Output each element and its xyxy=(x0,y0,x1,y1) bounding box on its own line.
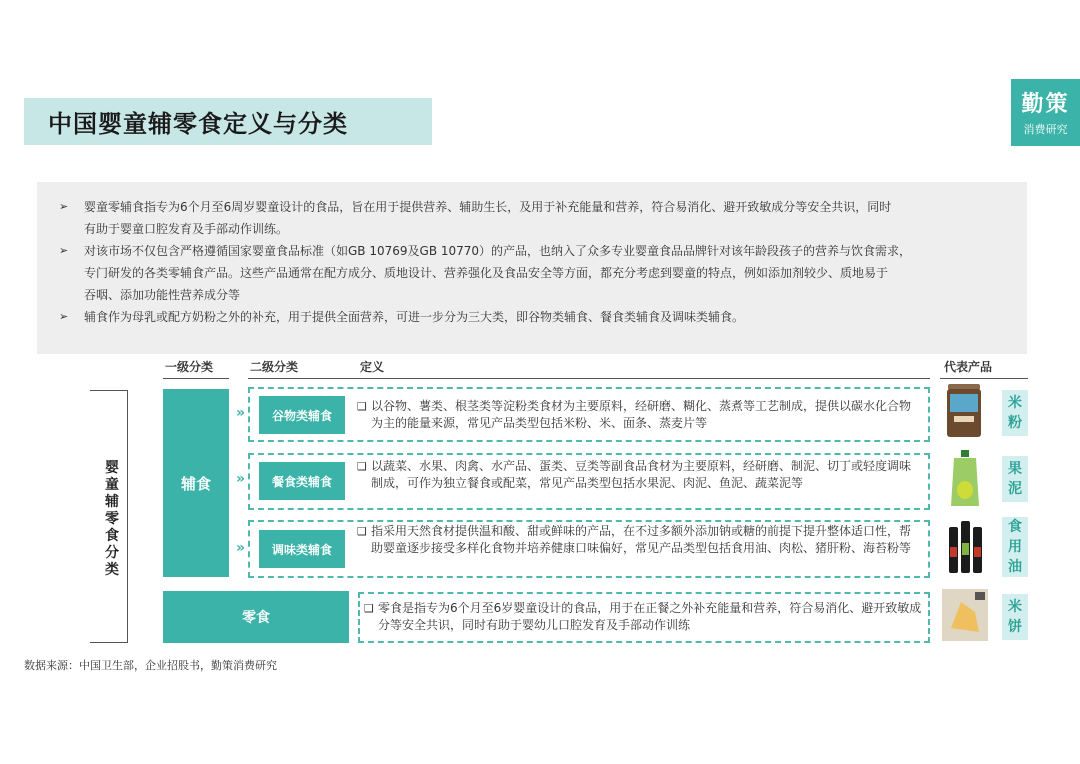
fruit-puree-pouch-image xyxy=(948,450,982,508)
level1-fushi: 辅食 xyxy=(163,389,229,577)
arrow-bullet-icon: ➢ xyxy=(59,200,69,213)
header-underline xyxy=(163,378,229,379)
product-label-rice-cereal: 米 粉 xyxy=(1002,390,1028,436)
intro-line: 对该市场不仅包含严格遵循国家婴童食品标准（如GB 10769及GB 10770）的产品，也纳入了众多专业婴童食品品牌针对该年龄段孩子的营养与饮食需求， xyxy=(84,244,912,258)
header-product: 代表产品 xyxy=(944,360,993,374)
intro-item xyxy=(59,196,1007,240)
header-underline xyxy=(940,378,1028,379)
rice-cereal-can-image xyxy=(944,382,984,440)
intro-line: 专门研发的各类零辅食产品。这些产品通常在配方成分、质地设计、营养强化及食品安全等方面，都充分考虑到婴童的特点，例如添加剂较少、质地易于 xyxy=(84,266,889,280)
chevron-right-icon: » xyxy=(236,405,246,421)
data-source: 数据来源：中国卫生部，企业招股书，勤策消费研究 xyxy=(24,659,277,672)
intro-panel xyxy=(37,182,1027,354)
checkbox-bullet-icon: ❑ xyxy=(357,460,367,473)
brand-logo xyxy=(1011,79,1080,146)
header-level1: 一级分类 xyxy=(165,360,214,374)
intro-item xyxy=(59,240,1007,306)
header-underline xyxy=(248,378,930,379)
arrow-bullet-icon: ➢ xyxy=(59,310,69,323)
intro-line: 吞咽、添加功能性营养成分等 xyxy=(84,288,241,302)
product-label-fruit-puree: 果 泥 xyxy=(1002,456,1028,502)
definition-grain: ❑ 以谷物、薯类、根茎类等淀粉类食材为主要原料，经研磨、糊化、蒸煮等工艺制成，提供以碳水化合物为主的能量来源，常见产品类型包括米粉、米、面条、蒸麦片等 xyxy=(357,399,912,430)
cooking-oil-bottles-image xyxy=(946,517,984,575)
logo-sub: 消费研究 xyxy=(1023,123,1068,136)
product-label-rice-cracker: 米 饼 xyxy=(1002,594,1028,640)
header-level2: 二级分类 xyxy=(250,360,299,374)
level1-lingshi: 零食 xyxy=(163,591,349,643)
chevron-right-icon: » xyxy=(236,471,246,487)
definition-meal: ❑ 以蔬菜、水果、肉禽、水产品、蛋类、豆类等副食品食材为主要原料，经研磨、制泥、切丁或轻度调味制成，可作为独立餐食或配菜，常见产品类型包括水果泥、肉泥、鱼泥、蔬菜泥等 xyxy=(357,459,912,490)
intro-line: 婴童零辅食指专为6个月至6周岁婴童设计的食品，旨在用于提供营养、辅助生长，及用于补充能量和营养，符合易消化、避开致敏成分等安全共识，同时 xyxy=(84,200,892,214)
page-title: 中国婴童辅零食定义与分类 xyxy=(48,110,348,138)
arrow-bullet-icon: ➢ xyxy=(59,244,69,257)
checkbox-bullet-icon: ❑ xyxy=(357,525,367,538)
sub-category-seasoning: 调味类辅食 xyxy=(259,530,345,568)
sub-category-grain: 谷物类辅食 xyxy=(259,396,345,434)
intro-line: 辅食作为母乳或配方奶粉之外的补充，用于提供全面营养，可进一步分为三大类，即谷物类辅食、餐食类辅食及调味类辅食。 xyxy=(84,310,745,324)
intro-line: 有助于婴童口腔发育及手部动作训练。 xyxy=(84,222,289,236)
title-bar xyxy=(24,98,432,145)
product-label-cooking-oil: 食 用 油 xyxy=(1002,517,1028,577)
sub-category-meal: 餐食类辅食 xyxy=(259,462,345,500)
checkbox-bullet-icon: ❑ xyxy=(357,400,367,413)
intro-item xyxy=(59,306,1007,328)
header-definition: 定义 xyxy=(360,360,385,374)
rice-cracker-pack-image xyxy=(941,588,989,642)
vertical-category-label: 婴 童 辅 零 食 分 类 xyxy=(105,460,119,578)
logo-main: 勤策 xyxy=(1021,91,1070,117)
definition-snack: ❑ 零食是指专为6个月至6岁婴童设计的食品，用于在正餐之外补充能量和营养，符合易消化、避开致敏成分等安全共识，同时有助于婴幼儿口腔发育及手部动作训练 xyxy=(364,601,922,632)
checkbox-bullet-icon: ❑ xyxy=(364,602,374,615)
chevron-right-icon: » xyxy=(236,540,246,556)
definition-seasoning: ❑ 指采用天然食材提供温和酸、甜或鲜味的产品，在不过多额外添加钠或糖的前提下提升整体适口性，帮助婴童逐步接受多样化食物并培养健康口味偏好，常见产品类型包括食用油、肉松、猪肝粉、海苔粉等 xyxy=(357,524,912,555)
